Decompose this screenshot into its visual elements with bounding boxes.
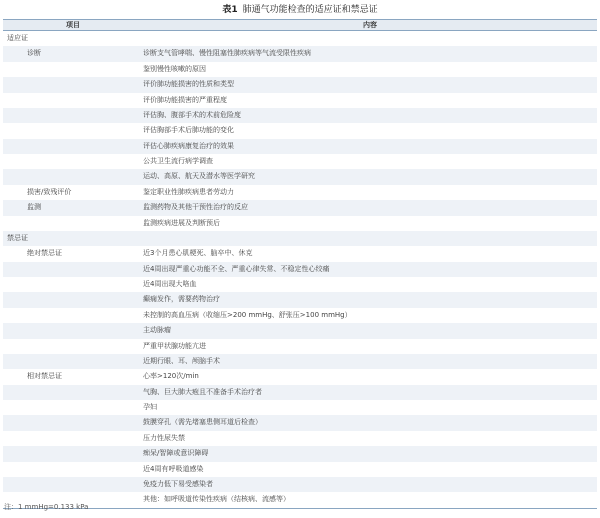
row-item — [3, 93, 143, 108]
row-content: 近4周出现严重心功能不全、严重心律失常、不稳定性心绞痛 — [143, 264, 330, 273]
row-content: 癫痫发作，需要药物治疗 — [143, 295, 220, 304]
table-row — [3, 477, 597, 492]
row-item — [3, 385, 143, 400]
row-content — [143, 31, 597, 46]
table-row — [3, 139, 597, 154]
table-row — [3, 62, 597, 77]
table-row — [3, 246, 597, 261]
row-content: 近4周出现大咯血 — [143, 280, 197, 288]
table-row — [3, 277, 597, 292]
table-row — [3, 262, 597, 277]
row-content: 心率>120次/min — [143, 372, 199, 381]
row-content: 评估心肺疾病康复治疗的效果 — [143, 141, 234, 150]
table-row — [3, 185, 597, 200]
table-row — [3, 354, 597, 369]
row-content: 近4周有呼吸道感染 — [143, 464, 204, 473]
table-header-row — [3, 20, 597, 31]
table-row — [3, 93, 597, 108]
row-item — [3, 431, 143, 446]
row-content: 近期行眼、耳、颅脑手术 — [143, 356, 220, 365]
row-content: 主动脉瘤 — [143, 326, 171, 335]
table-row — [3, 31, 597, 46]
row-item — [3, 308, 143, 323]
row-item — [3, 415, 143, 430]
row-content — [143, 231, 597, 246]
table-row — [3, 492, 597, 507]
table-caption — [0, 0, 600, 19]
row-content: 监测疾病进展及判断预后 — [143, 218, 220, 227]
header-content: 内容 — [363, 21, 377, 29]
table-row — [3, 169, 597, 184]
row-content: 运动、高原、航天及潜水等医学研究 — [143, 172, 255, 181]
row-item — [3, 323, 143, 338]
row-content: 压力性尿失禁 — [143, 433, 185, 442]
row-item: 禁忌证 — [7, 233, 28, 242]
row-content: 诊断支气管哮喘、慢性阻塞性肺疾病等气流受限性疾病 — [143, 49, 311, 58]
row-item — [3, 277, 143, 292]
header-item: 项目 — [66, 21, 80, 29]
row-content: 孕妇 — [143, 403, 157, 411]
table-row — [3, 216, 597, 231]
row-item: 绝对禁忌证 — [27, 249, 62, 258]
table-row — [3, 154, 597, 169]
table-row — [3, 462, 597, 477]
row-content: 鼓膜穿孔（需先堵塞患侧耳道后检查） — [143, 418, 262, 427]
row-item: 适应证 — [7, 34, 28, 42]
row-content: 评估胸部手术后肺功能的变化 — [143, 126, 234, 135]
table-row — [3, 231, 597, 246]
row-item: 损害/致残评价 — [27, 187, 72, 196]
row-item — [3, 139, 143, 154]
table-caption-label: 表1 — [222, 5, 238, 15]
table-row — [3, 446, 597, 461]
table-note: 注：1 mmHg=0.133 kPa — [4, 503, 89, 511]
row-item — [3, 354, 143, 369]
row-content: 免疫力低下易受感染者 — [143, 479, 213, 488]
table-row — [3, 108, 597, 123]
table-row — [3, 46, 597, 61]
row-content: 监测药物及其他干预性治疗的反应 — [143, 203, 248, 212]
row-item — [3, 339, 143, 354]
row-content: 近3个月患心肌梗死、脑卒中、休克 — [143, 249, 253, 258]
row-content: 其他：如呼吸道传染性疾病（结核病、流感等） — [143, 495, 290, 504]
row-content: 痴呆/智障或意识障碍 — [143, 449, 209, 458]
indications-table — [3, 19, 597, 509]
table-row — [3, 200, 597, 215]
row-item — [3, 400, 143, 415]
row-item — [3, 108, 143, 123]
row-item: 相对禁忌证 — [27, 372, 62, 381]
row-item — [3, 62, 143, 77]
row-content: 未控制的高血压病（收缩压>200 mmHg、舒张压>100 mmHg） — [143, 310, 352, 319]
row-content: 评价肺功能损害的严重程度 — [143, 95, 227, 104]
row-item — [3, 292, 143, 307]
row-item — [3, 462, 143, 477]
row-content: 鉴别慢性咳嗽的原因 — [143, 64, 206, 73]
table-row — [3, 385, 597, 400]
table-row — [3, 431, 597, 446]
row-content: 鉴定职业性肺疾病患者劳动力 — [143, 187, 234, 196]
table-body — [3, 31, 597, 508]
table-row — [3, 292, 597, 307]
row-content: 严重甲状腺功能亢进 — [143, 341, 206, 350]
row-item — [3, 77, 143, 92]
row-content: 评价肺功能损害的性质和类型 — [143, 80, 234, 89]
row-content: 公共卫生流行病学调查 — [143, 157, 213, 165]
row-item — [3, 123, 143, 138]
row-item: 监测 — [27, 203, 41, 212]
row-content: 评估胸、腹部手术的术前危险度 — [143, 110, 241, 119]
table-row — [3, 339, 597, 354]
row-item — [3, 446, 143, 461]
row-item — [3, 216, 143, 231]
table-row — [3, 323, 597, 338]
table-row — [3, 308, 597, 323]
row-item — [3, 154, 143, 169]
row-item — [3, 477, 143, 492]
row-item — [3, 169, 143, 184]
row-item — [3, 262, 143, 277]
row-content: 气胸、巨大肺大疱且不准备手术治疗者 — [143, 387, 262, 396]
table-row — [3, 415, 597, 430]
table-row — [3, 400, 597, 415]
table-bottom-rule — [3, 508, 597, 509]
table-caption-title: 肺通气功能检查的适应证和禁忌证 — [242, 5, 378, 15]
table-row — [3, 77, 597, 92]
row-item: 诊断 — [27, 49, 41, 58]
table-row — [3, 369, 597, 384]
table-row — [3, 123, 597, 138]
